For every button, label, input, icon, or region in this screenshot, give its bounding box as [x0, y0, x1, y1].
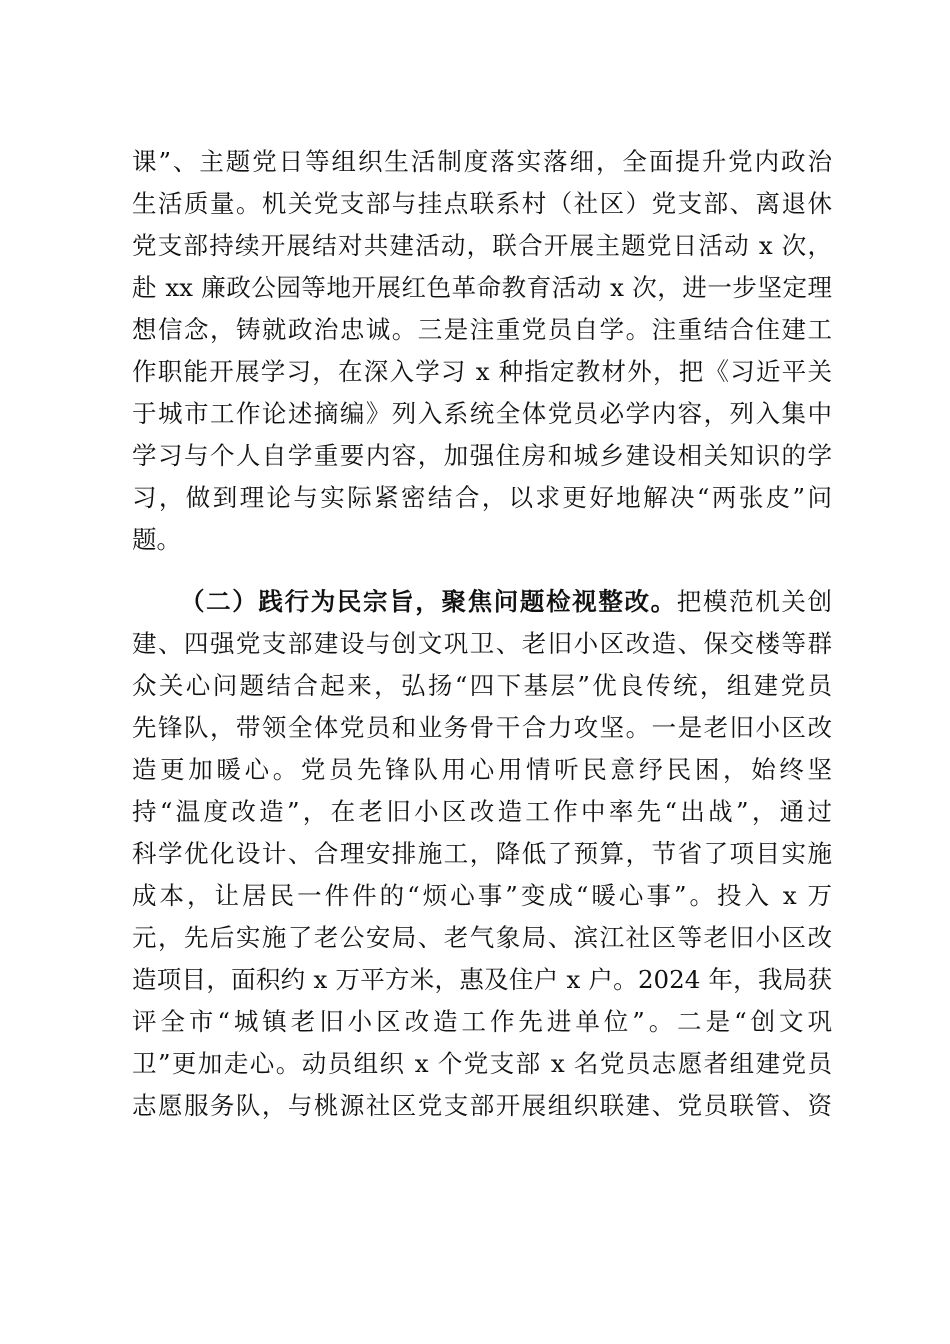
body-line: 题。 — [132, 525, 181, 554]
body-line: 造项目，面积约 x 万平方米，惠及住户 x 户。2024 年，我局获 — [132, 965, 832, 994]
body-line: 科学优化设计、合理安排施工，降低了预算，节省了项目实施 — [132, 839, 832, 868]
body-line: 党支部持续开展结对共建活动，联合开展主题党日活动 x 次， — [132, 231, 832, 260]
body-line: 元，先后实施了老公安局、老气象局、滨江社区等老旧小区改 — [132, 923, 832, 952]
body-line: 持“温度改造”，在老旧小区改造工作中率先“出战”，通过 — [132, 797, 832, 826]
body-line: 想信念，铸就政治忠诚。三是注重党员自学。注重结合住建工 — [132, 315, 832, 344]
body-line: 评全市“城镇老旧小区改造工作先进单位”。二是“创文巩 — [132, 1007, 832, 1036]
body-line: 志愿服务队，与桃源社区党支部开展组织联建、党员联管、资 — [132, 1091, 832, 1120]
body-line: 成本，让居民一件件的“烦心事”变成“暖心事”。投入 x 万 — [132, 881, 832, 910]
body-line: 先锋队，带领全体党员和业务骨干合力攻坚。一是老旧小区改 — [132, 713, 832, 742]
section-heading: （二）践行为民宗旨，聚焦问题检视整改。 — [180, 587, 677, 616]
body-line: 课”、主题党日等组织生活制度落实落细，全面提升党内政治 — [132, 147, 832, 176]
body-line: 作职能开展学习，在深入学习 x 种指定教材外，把《习近平关 — [132, 357, 832, 386]
body-line: 造更加暖心。党员先锋队用心用情听民意纾民困，始终坚 — [132, 755, 832, 784]
body-line: 众关心问题结合起来，弘扬“四下基层”优良传统，组建党员 — [132, 671, 832, 700]
body-line: 卫”更加走心。动员组织 x 个党支部 x 名党员志愿者组建党员 — [132, 1049, 832, 1078]
body-line: 生活质量。机关党支部与挂点联系村（社区）党支部、离退休 — [132, 189, 832, 218]
body-line: 学习与个人自学重要内容，加强住房和城乡建设相关知识的学 — [132, 441, 832, 470]
body-line: 习，做到理论与实际紧密结合，以求更好地解决“两张皮”问 — [132, 483, 832, 512]
section-heading-rest: 把模范机关创 — [676, 587, 833, 616]
section-heading-line — [180, 582, 832, 622]
body-line: 于城市工作论述摘编》列入系统全体党员必学内容，列入集中 — [132, 399, 832, 428]
body-line: 建、四强党支部建设与创文巩卫、老旧小区改造、保交楼等群 — [132, 629, 832, 658]
body-line: 赴 xx 廉政公园等地开展红色革命教育活动 x 次，进一步坚定理 — [132, 273, 832, 302]
